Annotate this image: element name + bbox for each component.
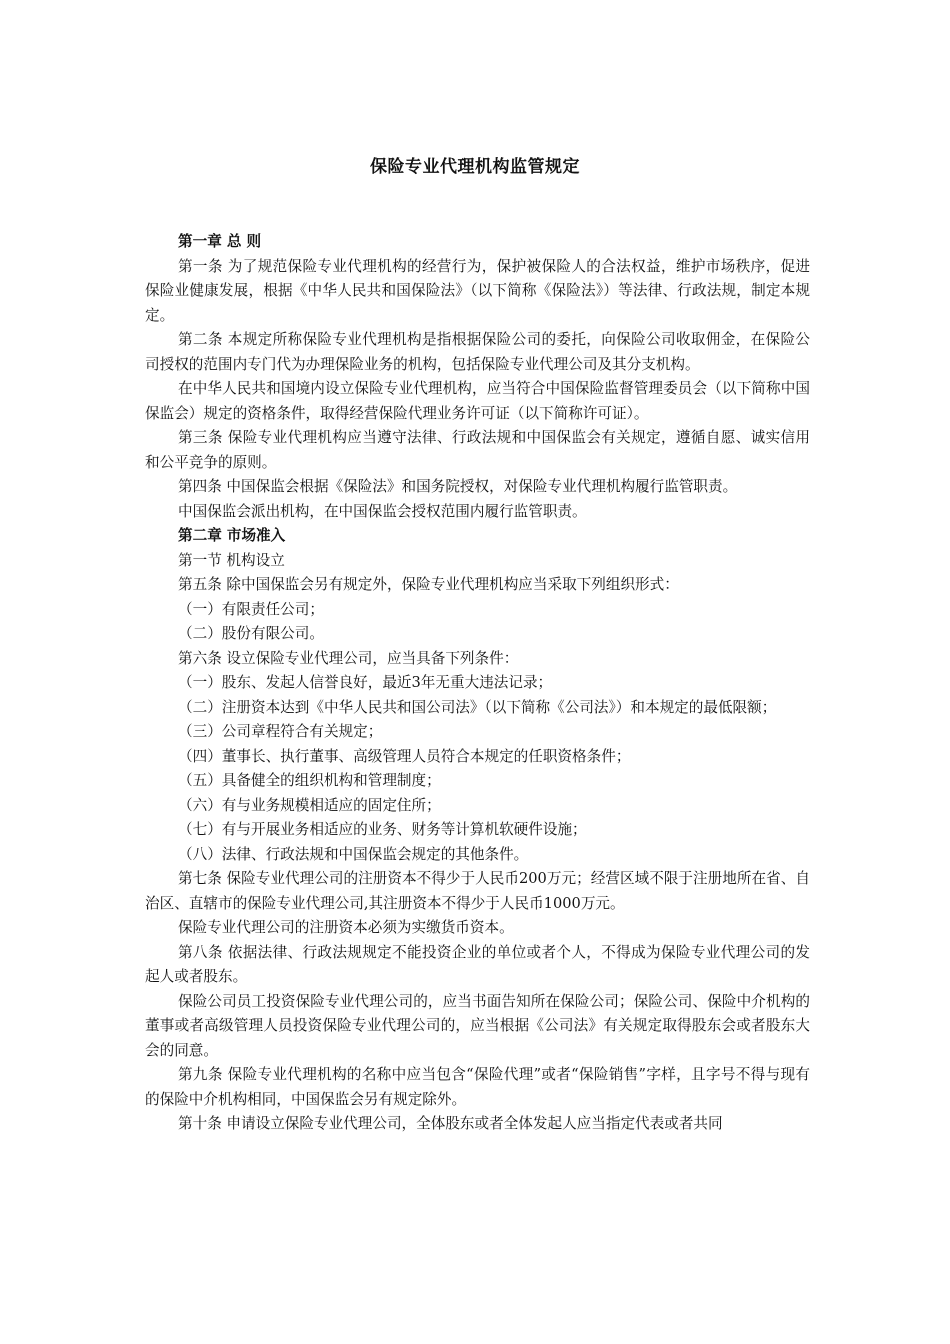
paragraph: 保险专业代理公司的注册资本必须为实缴货币资本。: [178, 919, 514, 936]
paragraph: 第五条 除中国保监会另有规定外，保险专业代理机构应当采取下列组织形式：: [178, 576, 679, 593]
paragraph: 第二条 本规定所称保险专业代理机构是指根据保险公司的委托，向保险公司收取佣金，在保险公司授权的范围内专门代为办理保险业务的机构，包括保险专业代理公司及其分支机构。: [145, 331, 810, 373]
paragraph: 中国保监会派出机构，在中国保监会授权范围内履行监管职责。: [178, 502, 587, 520]
chapter-heading: 第二章 市场准入: [178, 527, 286, 544]
list-item: （二）股份有限公司。: [178, 625, 324, 642]
chapter-heading: 第一章 总 则: [178, 233, 262, 250]
list-item: （五）具备健全的组织机构和管理制度；: [178, 772, 441, 789]
list-item: （一）股东、发起人信誉良好，最近3年无重大违法记录；: [178, 674, 553, 691]
paragraph: 第七条 保险专业代理公司的注册资本不得少于人民币200万元；经营区域不限于注册地所在省、自治区、直辖市的保险专业代理公司,其注册资本不得少于人民币1000万元。: [145, 870, 810, 912]
list-item: （六）有与业务规模相适应的固定住所；: [178, 796, 441, 814]
paragraph: 第八条 依据法律、行政法规规定不能投资企业的单位或者个人，不得成为保险专业代理公司的发起人或者股东。: [145, 943, 810, 985]
list-item: （三）公司章程符合有关规定；: [178, 723, 383, 740]
paragraph: 第十条 申请设立保险专业代理公司，全体股东或者全体发起人应当指定代表或者共同: [178, 1115, 723, 1132]
list-item: （七）有与开展业务相适应的业务、财务等计算机软硬件设施；: [178, 821, 587, 838]
list-item: （四）董事长、执行董事、高级管理人员符合本规定的任职资格条件；: [178, 747, 631, 765]
paragraph: 第四条 中国保监会根据《保险法》和国务院授权，对保险专业代理机构履行监管职责。: [178, 478, 738, 495]
section-heading: 第一节 机构设立: [178, 551, 285, 569]
document-body: [145, 230, 810, 1137]
list-item: （二）注册资本达到《中华人民共和国公司法》（以下简称《公司法》）和本规定的最低限额；: [178, 698, 777, 716]
paragraph: 第六条 设立保险专业代理公司，应当具备下列条件：: [178, 649, 519, 667]
paragraph: 在中华人民共和国境内设立保险专业代理机构，应当符合中国保险监督管理委员会（以下简称中国保监会）规定的资格条件，取得经营保险代理业务许可证（以下简称许可证）。: [145, 380, 810, 422]
paragraph: 保险公司员工投资保险专业代理公司的，应当书面告知所在保险公司；保险公司、保险中介机构的董事或者高级管理人员投资保险专业代理公司的，应当根据《公司法》有关规定取得股东会或者股东大会的同意。: [145, 992, 810, 1059]
page-title: 保险专业代理机构监管规定: [370, 157, 580, 177]
list-item: （八）法律、行政法规和中国保监会规定的其他条件。: [178, 845, 529, 863]
paragraph: 第三条 保险专业代理机构应当遵守法律、行政法规和中国保监会有关规定，遵循自愿、诚实信用和公平竞争的原则。: [145, 429, 810, 471]
list-item: （一）有限责任公司；: [178, 600, 324, 618]
paragraph: 第一条 为了规范保险专业代理机构的经营行为，保护被保险人的合法权益，维护市场秩序，促进保险业健康发展，根据《中华人民共和国保险法》（以下简称《保险法》）等法律、行政法规，制定本规定。: [145, 257, 810, 324]
paragraph: 第九条 保险专业代理机构的名称中应当包含“保险代理”或者“保险销售”字样，且字号不得与现有的保险中介机构相同，中国保监会另有规定除外。: [145, 1066, 810, 1108]
